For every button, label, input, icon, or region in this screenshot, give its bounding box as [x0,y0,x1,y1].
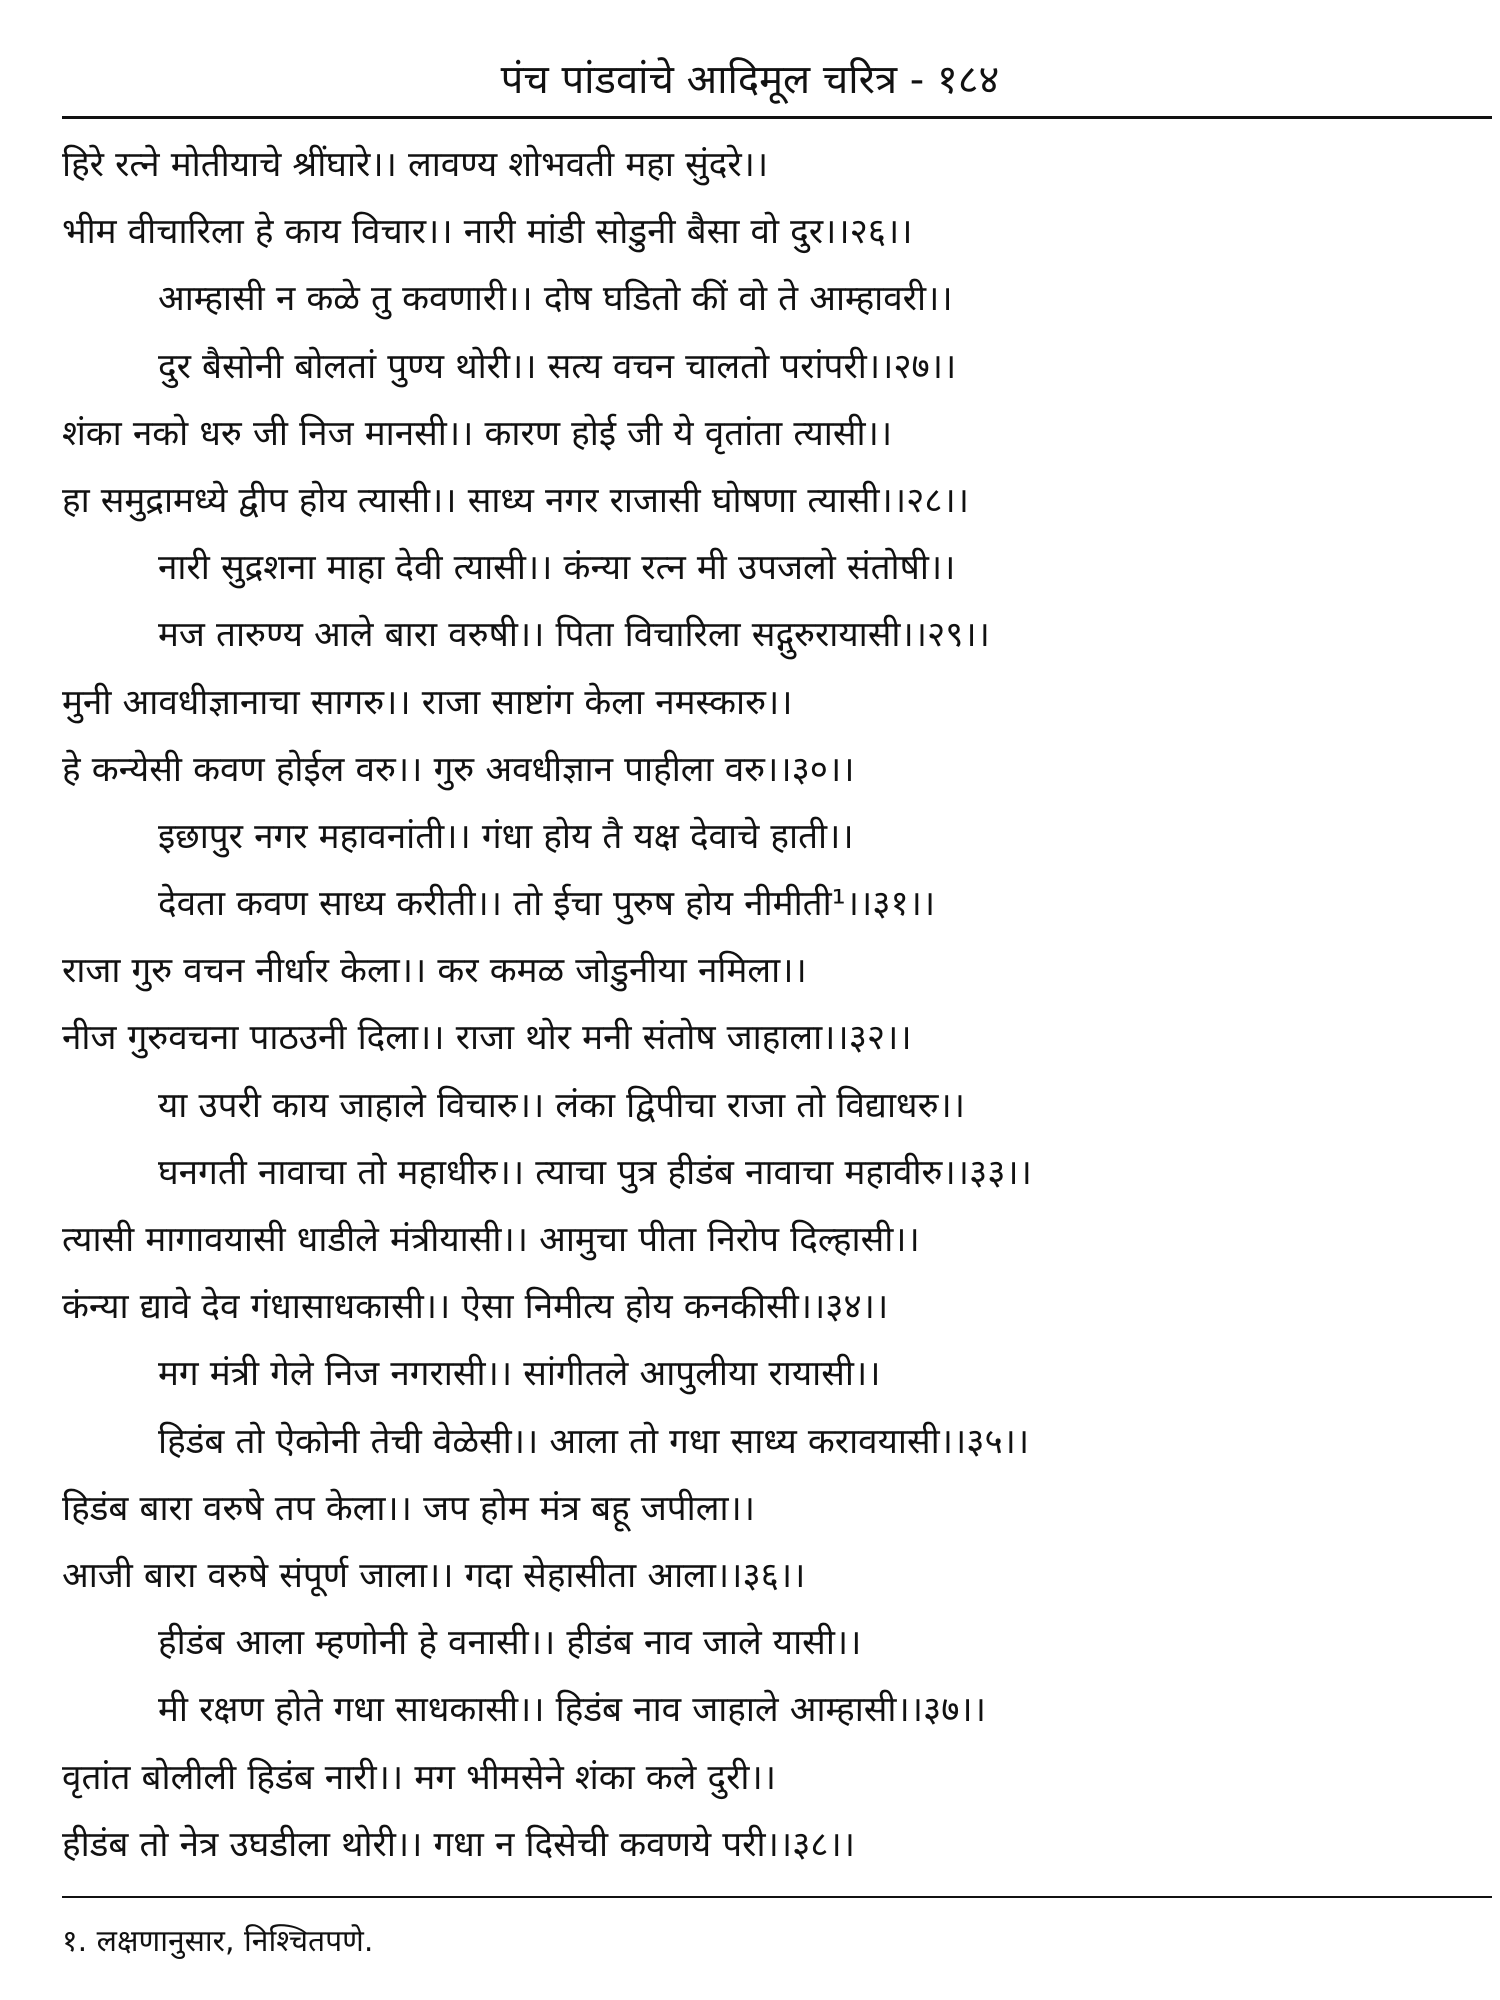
verse-line: हीडंब आला म्हणोनी हे वनासी।। हीडंब नाव जाले यासी।। [158,1623,862,1664]
verse-line: घनगती नावाचा तो महाधीरु।। त्याचा पुत्र हीडंब नावाचा महावीरु।।३३।। [158,1152,1032,1193]
verse-line: हा समुद्रामध्ये द्वीप होय त्यासी।। साध्य नगर राजासी घोषणा त्यासी।।२८।। [62,480,970,521]
verse-block [0,132,1500,1879]
verse-line: हिडंब तो ऐकोनी तेची वेळेसी।। आला तो गधा साध्य करावयासी।।३५।। [158,1421,1030,1462]
verse-line: आम्हासी न कळे तु कवणारी।। दोष घडितो कीं वो ते आम्हावरी।। [158,279,953,320]
verse-line: मग मंत्री गेले निज नगरासी।। सांगीतले आपुलीया रायासी।। [158,1354,881,1395]
verse-line: इछापुर नगर महावनांती।। गंधा होय तै यक्ष देवाचे हाती।। [158,816,854,857]
verse-line: मी रक्षण होते गधा साधकासी।। हिडंब नाव जाहाले आम्हासी।।३७।। [158,1690,986,1731]
verse-line: वृतांत बोलीली हिडंब नारी।। मग भीमसेने शंका कले दुरी।। [62,1757,777,1798]
page-header: पंच पांडवांचे आदिमूल चरित्र - १८४ [500,57,1000,103]
verse-line: मज तारुण्य आले बारा वरुषी।। पिता विचारिला सद्गुरुरायासी।।२९।। [158,615,990,656]
verse-line: हिडंब बारा वरुषे तप केला।। जप होम मंत्र बहू जपीला।। [62,1488,756,1529]
verse-line: दुर बैसोनी बोलतां पुण्य थोरी।। सत्य वचन चालतो परांपरी।।२७।। [158,346,957,387]
verse-line: मुनी आवधीज्ञानाचा सागरु।। राजा साष्टांग केला नमस्कारु।। [62,682,793,723]
footnote-divider [62,1896,1492,1898]
header-divider [62,116,1492,119]
verse-line: त्यासी मागावयासी धाडीले मंत्रीयासी।। आमुचा पीता निरोप दिल्हासी।। [62,1220,920,1260]
verse-line: हिरे रत्ने मोतीयाचे श्रींघारे।। लावण्य शोभवती महा सुंदरे।। [62,145,769,185]
verse-line: नारी सुद्रशना माहा देवी त्यासी।। कंन्या रत्न मी उपजलो संतोषी।। [158,548,956,589]
footnote: १. लक्षणानुसार, निश्चितपणे. [62,1924,374,1959]
verse-line: राजा गुरु वचन नीर्धार केला।। कर कमळ जोडुनीया नमिला।। [62,951,807,992]
verse-line: देवता कवण साध्य करीती।। तो ईचा पुरुष होय नीमीती¹।।३१।। [158,884,936,925]
verse-line: कंन्या द्यावे देव गंधासाधकासी।। ऐसा निमीत्य होय कनकीसी।।३४।। [62,1287,889,1328]
verse-line: हे कन्येसी कवण होईल वरु।। गुरु अवधीज्ञान पाहीला वरु।।३०।। [62,749,855,790]
verse-line: या उपरी काय जाहाले विचारु।। लंका द्विपीचा राजा तो विद्याधरु।। [158,1085,966,1126]
verse-line: हीडंब तो नेत्र उघडीला थोरी।। गधा न दिसेची कवणये परी।।३८।। [62,1824,856,1865]
verse-line: शंका नको धरु जी निज मानसी।। कारण होई जी ये वृतांता त्यासी।। [62,413,893,454]
verse-line: आजी बारा वरुषे संपूर्ण जाला।। गदा सेहासीता आला।।३६।। [62,1555,806,1596]
verse-line: भीम वीचारिला हे काय विचार।। नारी मांडी सोडुनी बैसा वो दुर।।२६।। [62,212,913,253]
verse-line: नीज गुरुवचना पाठउनी दिला।। राजा थोर मनी संतोष जाहाला।।३२।। [62,1018,912,1059]
